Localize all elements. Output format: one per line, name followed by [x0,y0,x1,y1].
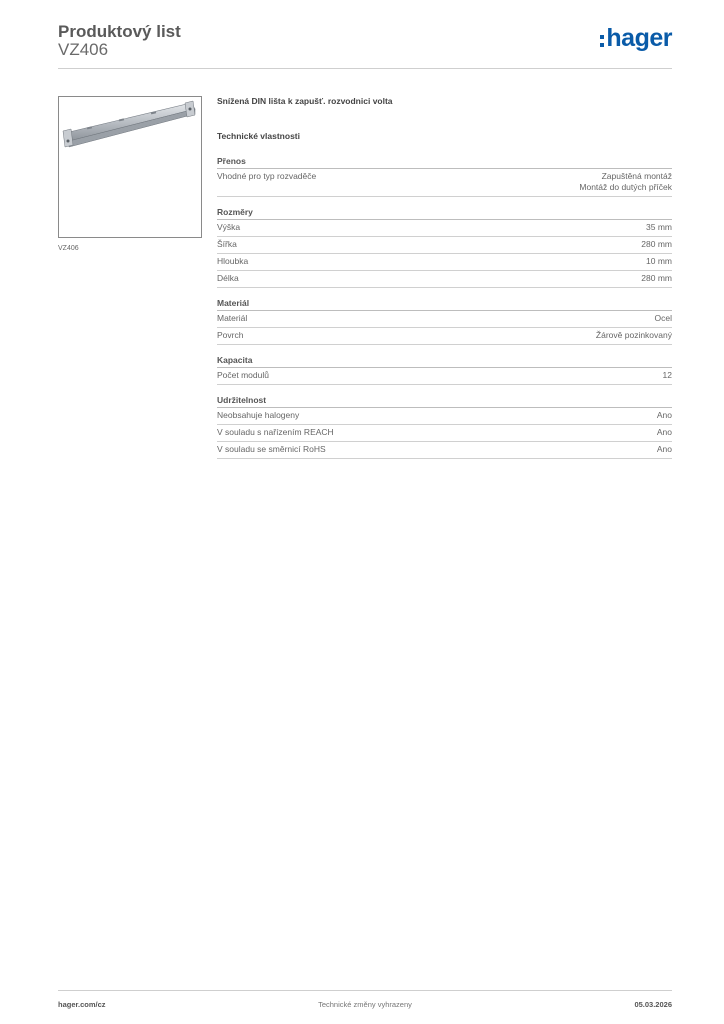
spec-label: Výška [217,222,241,232]
spec-label: Povrch [217,330,244,340]
spec-row [217,442,672,459]
spec-row [217,169,672,197]
page-title: Produktový list [58,22,181,41]
spec-section [217,156,672,197]
image-caption: VZ406 [58,245,79,252]
footer-website-link[interactable]: hager.com/cz [58,1000,106,1009]
spec-value [579,171,672,193]
spec-label: V souladu s nařízením REACH [217,427,334,437]
spec-label: Materiál [217,313,248,323]
spec-row [217,328,672,345]
spec-row [217,237,672,254]
page-footer [58,990,672,1011]
footer-disclaimer: Technické změny vyhrazeny [318,1000,412,1009]
spec-row [217,254,672,271]
spec-row [217,425,672,442]
spec-label: Neobsahuje halogeny [217,410,300,420]
spec-value: Ano [656,427,672,437]
spec-row [217,220,672,237]
spec-value: 280 mm [641,273,672,283]
spec-section [217,298,672,345]
spec-label: Počet modulů [217,370,269,380]
product-image [58,96,202,238]
spec-content [217,96,672,469]
spec-label: Vhodné pro typ rozvaděče [217,171,317,181]
spec-row [217,368,672,385]
spec-label: V souladu se směrnicí RoHS [217,444,326,454]
spec-value: 12 [662,370,672,380]
spec-label: Hloubka [217,256,249,266]
product-code: VZ406 [58,40,109,59]
spec-value: 35 mm [646,222,672,232]
spec-section [217,395,672,459]
section-title: Přenos [217,156,672,169]
spec-value: Ocel [654,313,672,323]
spec-label: Šířka [217,239,237,249]
page-header [58,20,672,69]
section-title: Kapacita [217,355,672,368]
footer-date: 05.03.2026 [634,1000,672,1009]
spec-value-line: Montáž do dutých příček [579,182,672,192]
spec-section [217,207,672,288]
spec-section [217,355,672,385]
spec-row [217,311,672,328]
logo-dots-icon [600,35,604,47]
spec-row [217,408,672,425]
spec-value: 10 mm [646,256,672,266]
logo-text: hager [606,24,672,52]
section-title: Rozměry [217,207,672,220]
spec-label: Délka [217,273,239,283]
spec-value: 280 mm [641,239,672,249]
spec-row [217,271,672,288]
section-title: Udržitelnost [217,395,672,408]
spec-value: Ano [656,444,672,454]
spec-value: Žárově pozinkovaný [595,330,672,340]
section-title: Materiál [217,298,672,311]
din-rail-image [59,97,201,237]
tech-heading: Technické vlastnosti [217,131,300,141]
product-description: Snížená DIN lišta k zapušť. rozvodnici volta [217,96,393,106]
hager-logo [600,26,672,51]
spec-value-line: Zapuštěná montáž [601,171,672,181]
spec-value: Ano [656,410,672,420]
